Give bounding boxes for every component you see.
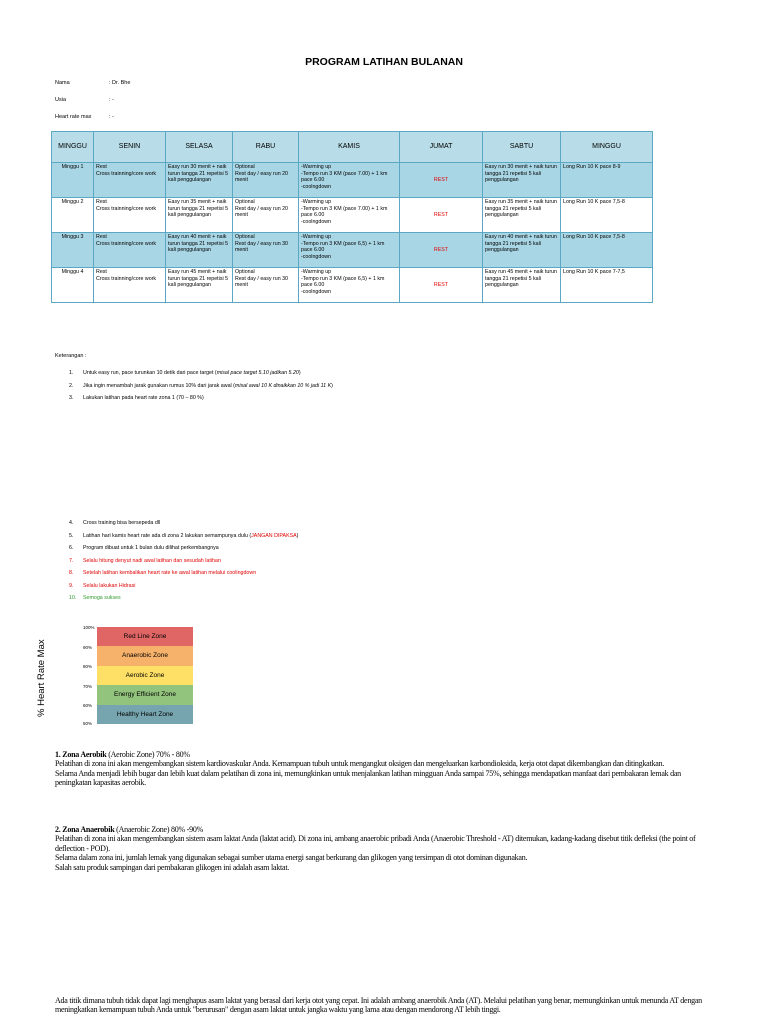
table-cell: Easy run 40 menit + naik turun tangga 21 repetisi 5 kali penggulangan xyxy=(483,233,561,268)
paragraph: Pelatihan di zona ini akan mengembangkan sistem kardiovaskular Anda. Kemampuan tubuh untuk mengangkut oksigen dan mengeluarkan karbondioksida, kerja otot dapat dikembangkan dan ditingkatkan. xyxy=(55,759,664,769)
table-cell: Long Run 10 K pace 7,5-8 xyxy=(561,233,653,268)
table-cell: Optional Rest day / easy run 20 menit xyxy=(233,198,299,233)
zone-tick-label: 60% xyxy=(83,703,93,708)
list-item: 3. Lakukan latihan pada heart rate zona 1 (70 – 80 %) xyxy=(69,395,204,401)
notes-list-a xyxy=(69,370,333,408)
table-cell: Easy run 45 menit + naik turun tangga 21 repetisi 5 kali penggulangan xyxy=(166,268,233,303)
section-aerobic xyxy=(55,750,715,788)
table-cell: Easy run 35 menit + naik turun tangga 21 repetisi 5 kali penggulangan xyxy=(166,198,233,233)
table-cell: -Warming up -Tempo run 3 KM (pace 7.00) + 1 km pace 6.00 -coolngdown xyxy=(299,198,400,233)
table-row xyxy=(52,163,653,198)
table-cell: Rest Cross trainning/core work xyxy=(94,268,166,303)
table-row xyxy=(52,233,653,268)
page-title: PROGRAM LATIHAN BULANAN xyxy=(305,56,463,68)
table-cell: Minggu 4 xyxy=(52,268,94,303)
zone-band-anaerobic: Anaerobic Zone xyxy=(97,646,193,666)
column-header: JUMAT xyxy=(400,132,483,163)
notes-list-b xyxy=(69,520,298,608)
table-cell: REST xyxy=(400,163,483,198)
paragraph: Selama dalam zona ini, jumlah lemak yang digunakan sebagai sumber utama energi sangat berkurang dan glikogen yang tersimpan di otot dominan digunakan. xyxy=(55,853,528,863)
table-cell: Optional Rest day / easy run 20 menit xyxy=(233,163,299,198)
notes-heading: Keterangan : xyxy=(55,353,87,359)
column-header: SABTU xyxy=(483,132,561,163)
table-cell: Long Run 10 K pace 8-9 xyxy=(561,163,653,198)
zone-band-red-line: Red Line Zone xyxy=(97,627,193,647)
table-cell: Minggu 1 xyxy=(52,163,94,198)
paragraph: Pelatihan di zona ini akan mengembangkan sistem asam laktat Anda (laktat acid). Di zona ini, ambang anaerobic pribadi Anda (Anaerobic Threshold - AT) ditemukan, kadang-kadang disebut titik defleksi (the point of deflection - POD). xyxy=(55,834,696,853)
table-cell: Rest Cross trainning/core work xyxy=(94,233,166,268)
zone-chart-ylabel: % Heart Rate Max xyxy=(36,639,47,717)
table-cell: -Warming up -Tempo run 3 KM (pace 6,5) + 1 km pace 6.00 -coolngdown xyxy=(299,233,400,268)
training-plan-table xyxy=(51,131,653,303)
zone-tick-label: 50% xyxy=(83,721,93,726)
list-item: 10. Semoga sukses xyxy=(69,595,121,601)
zone-tick-label: 90% xyxy=(83,645,93,650)
list-item: 6. Program dibuat untuk 1 bulan dulu dilihat perkembangnya xyxy=(69,545,219,551)
table-cell: Long Run 10 K pace 7,5-8 xyxy=(561,198,653,233)
meta-name-row xyxy=(55,80,130,86)
list-item: 4. Cross training bisa bersepeda dll xyxy=(69,520,161,526)
list-item: 7. Selalu hitung denyut nadi awal latihan dan sesudah latihan xyxy=(69,557,221,564)
zone-tick-label: 100% xyxy=(83,625,95,630)
column-header: MINGGU xyxy=(52,132,94,163)
table-cell: Optional Rest day / easy run 30 menit xyxy=(233,268,299,303)
zone-tick-label: 70% xyxy=(83,684,93,689)
zone-band-healthy-heart: Healthy Heart Zone xyxy=(97,705,193,725)
meta-value: : - xyxy=(109,97,114,103)
table-cell: Easy run 30 menit + naik turun tangga 21 repetisi 5 kali penggulangan xyxy=(483,163,561,198)
table-header-row xyxy=(52,132,653,163)
list-item: 2. Jika ingin menambah jarak gunakan rumus 10% dari jarak awal (misal awal 10 K dinaikkan 10 % jadi 11 K) xyxy=(69,382,333,389)
table-cell: Optional Rest day / easy run 30 menit xyxy=(233,233,299,268)
table-cell: Rest Cross trainning/core work xyxy=(94,198,166,233)
table-cell: Minggu 3 xyxy=(52,233,94,268)
list-item: 1. Untuk easy run, pace turunkan 10 detik dari pace target (misal pace target 5.10 jadikan 5.20) xyxy=(69,370,301,376)
table-cell: -Warming up -Tempo run 3 KM (pace 7.00) + 1 km pace 6.00 -coolngdown xyxy=(299,163,400,198)
closing-paragraph: Ada titik dimana tubuh tidak dapat lagi menghapus asam laktat yang berasal dari kerja otot yang cepat. Ini adalah ambang anaerobik Anda (AT). Melalui pelatihan yang benar, memungkinkan untuk menunda AT dengan meningkatkan kemampuan tubuh Anda untuk "berurusan" dengan asam laktat untuk jangka waktu yang lama atau dengan mendorong AT lebih tinggi. xyxy=(55,996,702,1015)
table-cell: Easy run 35 menit + naik turun tangga 21 repetisi 5 kali penggulangan xyxy=(483,198,561,233)
table-cell: Easy run 30 menit + naik turun tangga 21 repetisi 5 kali penggulangan xyxy=(166,163,233,198)
list-item: 8. Setelah latihan kembalikan heart rate ke awal latihan melalui coolingdown xyxy=(69,570,257,576)
zone-tick-label: 80% xyxy=(83,664,93,669)
paragraph: Salah satu produk sampingan dari pembakaran glikogen ini adalah asam laktat. xyxy=(55,862,290,872)
table-row xyxy=(52,198,653,233)
column-header: SELASA xyxy=(166,132,233,163)
meta-age-row xyxy=(55,97,114,103)
meta-value: : Dr. Bhe xyxy=(109,80,131,86)
meta-value: : - xyxy=(109,114,114,120)
zone-band-energy-efficient: Energy Efficient Zone xyxy=(97,685,193,705)
column-header: MINGGU xyxy=(561,132,653,163)
list-item: 5. Latihan hari kamis heart rate ada di zona 2 lakukan semampunya dulu (JANGAN DIPAKSA) xyxy=(69,532,299,539)
table-cell: REST xyxy=(400,268,483,303)
column-header: KAMIS xyxy=(299,132,400,163)
meta-label: Usia xyxy=(55,97,67,103)
table-cell: Easy run 40 menit + naik turun tangga 21 repetisi 5 kali penggulangan xyxy=(166,233,233,268)
table-cell: -Warming up -Tempo run 3 KM (pace 6,5) + 1 km pace 6.00 -coolngdown xyxy=(299,268,400,303)
meta-label: Heart rate max xyxy=(55,114,92,120)
meta-label: Nama xyxy=(55,80,70,86)
zone-band-aerobic: Aerobic Zone xyxy=(97,666,193,686)
paragraph: Selama Anda menjadi lebih bugar dan lebih kuat dalam pelatihan di zona ini, memungkinkan untuk menjalankan latihan mingguan Anda sampai 75%, sehingga mendapatkan manfaat dari pembakaran lemak dan peningkatan kapasitas aerobik. xyxy=(55,768,681,788)
section-heading: 2. Zona Anaerobik (Anaerobic Zone) 80% -90% xyxy=(55,825,203,834)
section-anaerobic xyxy=(55,825,715,872)
table-cell: Long Run 10 K pace 7-7,5 xyxy=(561,268,653,303)
table-cell: Easy run 45 menit + naik turun tangga 21 repetisi 5 kali penggulangan xyxy=(483,268,561,303)
section-heading: 1. Zona Aerobik (Aerobic Zone) 70% - 80% xyxy=(55,750,190,759)
table-cell: Rest Cross trainning/core work xyxy=(94,163,166,198)
column-header: SENIN xyxy=(94,132,166,163)
table-row xyxy=(52,268,653,303)
column-header: RABU xyxy=(233,132,299,163)
table-cell: REST xyxy=(400,198,483,233)
table-cell: Minggu 2 xyxy=(52,198,94,233)
list-item: 9. Selalu lakukan Hidrasi xyxy=(69,582,136,589)
table-cell: REST xyxy=(400,233,483,268)
meta-hr-row xyxy=(55,114,114,120)
